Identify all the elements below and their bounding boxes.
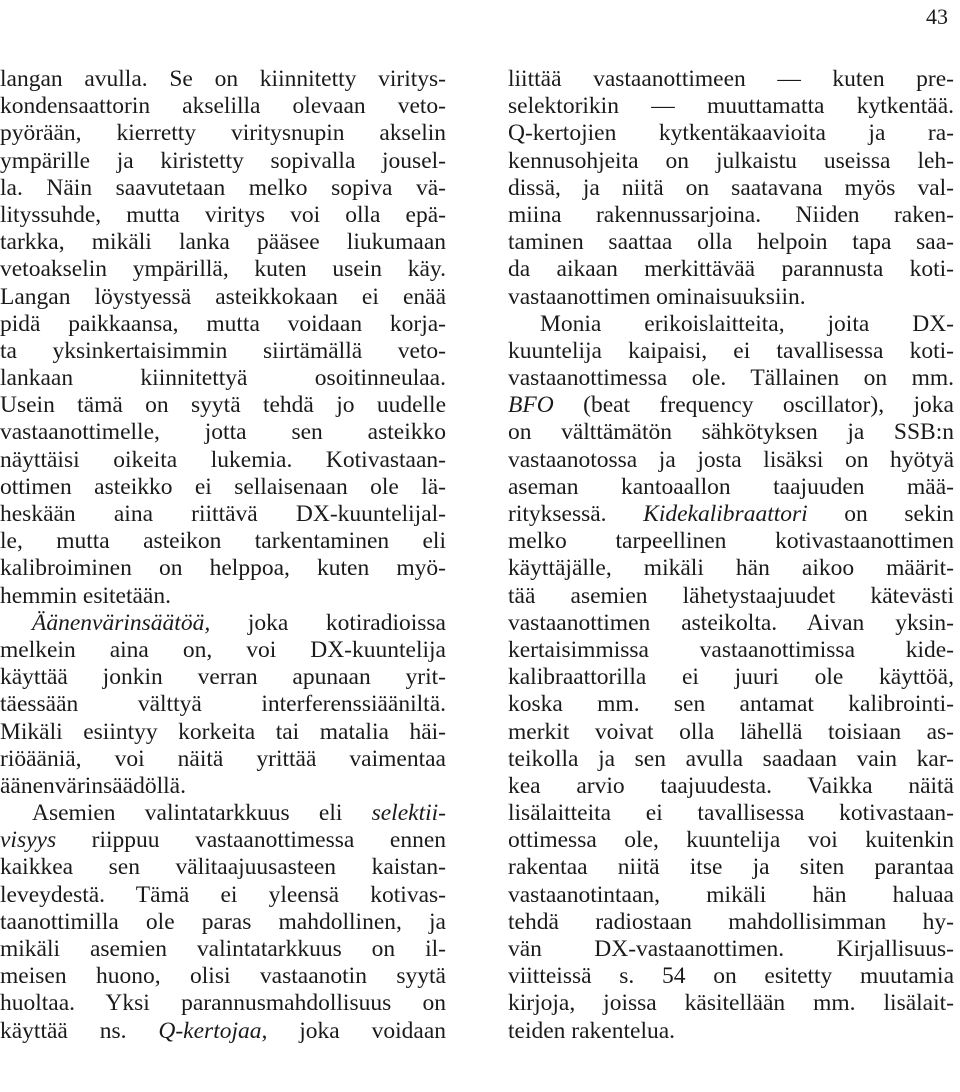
text-line	[508, 555, 954, 582]
text-line	[508, 637, 954, 664]
text-run: käyttää jonkin verran apunaan yrit-	[0, 664, 446, 691]
text-line	[0, 256, 446, 283]
text-line	[508, 392, 954, 419]
text-line	[0, 583, 446, 610]
text-run: (beat frequency oscillator), joka	[553, 392, 954, 419]
text-line	[508, 474, 954, 501]
text-run: aseman kantoaallon taajuuden mää-	[508, 473, 954, 500]
text-line	[508, 202, 954, 229]
emphasized-term: Kidekalibraattori	[643, 501, 808, 527]
text-run: Asemien valintatarkkuus eli	[32, 800, 372, 827]
text-line	[0, 936, 446, 963]
text-line	[0, 93, 446, 120]
text-line	[0, 800, 446, 827]
text-run: miina rakennussarjoina. Niiden raken-	[508, 201, 954, 228]
text-run: teiden rakentelua.	[508, 1017, 676, 1044]
text-run: huoltaa. Yksi parannusmahdollisuus on	[0, 990, 446, 1017]
text-run: riöääniä, voi näitä yrittää vaimentaa	[0, 745, 446, 772]
text-line	[508, 66, 954, 93]
text-run: tää asemien lähetystaajuudet kätevästi	[508, 582, 954, 609]
text-line	[0, 909, 446, 936]
text-line	[0, 664, 446, 691]
text-line	[508, 229, 954, 256]
text-line	[508, 773, 954, 800]
text-run: kertaisimmissa vastaanottimissa kide-	[508, 636, 954, 663]
text-run: vastaanottimen asteikolta. Aivan yksin-	[508, 609, 954, 636]
text-run: koska mm. sen antamat kalibrointi-	[508, 691, 954, 718]
text-line	[508, 338, 954, 365]
text-run: tehdä radiostaan mahdollisimman hy-	[508, 908, 954, 935]
text-line	[0, 229, 446, 256]
text-line	[508, 120, 954, 147]
text-run: ta yksinkertaisimmin siirtämällä veto-	[0, 337, 446, 364]
text-run: ottimen asteikko ei sellaisenaan ole lä-	[0, 473, 446, 500]
text-run: dissä, ja niitä on saatavana myös val-	[508, 174, 954, 201]
text-run: joka kotiradioissa	[210, 609, 446, 636]
text-run: langan avulla. Se on kiinnitetty viritys-	[0, 66, 446, 92]
text-run: le, mutta asteikon tarkentaminen eli	[0, 528, 446, 555]
text-line	[0, 854, 446, 881]
text-line	[0, 691, 446, 718]
text-run: Mikäli esiintyy korkeita tai matalia häi-	[0, 718, 446, 745]
text-line	[0, 501, 446, 528]
text-run: vetoakselin ympärillä, kuten usein käy.	[0, 256, 446, 283]
text-line	[508, 256, 954, 283]
text-run: rakentaa niitä itse ja siten parantaa	[508, 854, 954, 881]
text-run: tarkka, mikäli lanka pääsee liukumaan	[0, 229, 446, 256]
text-run: lisälaitteita ei tavallisessa kotivastaan-	[508, 800, 954, 827]
text-run: Monia erikoislaitteita, joita DX-	[540, 310, 954, 337]
text-line	[508, 882, 954, 909]
text-run: kaikkea sen välitaajuusasteen kaistan-	[0, 854, 446, 881]
text-line	[0, 1018, 446, 1045]
text-line	[508, 93, 954, 120]
text-run: Usein tämä on syytä tehdä jo uudelle	[0, 392, 446, 419]
text-line	[508, 501, 954, 528]
text-run: on välttämätön sähkötyksen ja SSB:n	[508, 419, 954, 446]
text-run: riippuu vastaanottimessa ennen	[56, 827, 446, 854]
text-run: meisen huono, olisi vastaanotin syytä	[0, 963, 446, 990]
text-run: selektorikin — muuttamatta kytkentää.	[508, 93, 954, 120]
text-line	[0, 365, 446, 392]
text-run: taminen saattaa olla helpoin tapa saa-	[508, 229, 954, 256]
text-line	[508, 746, 954, 773]
text-run: äänenvärinsäädöllä.	[0, 772, 186, 799]
text-line	[508, 610, 954, 637]
text-line	[0, 202, 446, 229]
text-line	[0, 338, 446, 365]
text-line	[508, 528, 954, 555]
text-run: liittää vastaanottimeen — kuten pre-	[508, 66, 954, 92]
text-run: ottimessa ole, kuuntelija voi kuitenkin	[508, 827, 954, 854]
text-line	[0, 963, 446, 990]
text-run: merkit voivat olla lähellä toisiaan as-	[508, 718, 954, 745]
page-number: 43	[926, 4, 948, 29]
text-run: hemmin esitetään.	[0, 582, 171, 609]
text-line	[0, 528, 446, 555]
text-line	[0, 719, 446, 746]
text-run: heskään aina riittävä DX-kuuntelijal-	[0, 501, 446, 527]
emphasized-term: Äänenvärinsäätöä,	[32, 609, 211, 636]
emphasized-term: selektii-	[371, 800, 446, 827]
text-line	[508, 583, 954, 610]
text-run: Q-kertojien kytkentäkaavioita ja ra-	[508, 120, 954, 147]
emphasized-term: BFO	[508, 392, 554, 419]
text-run: vastaanottimessa ole. Tällainen on mm.	[508, 365, 954, 392]
text-run: vastaanotintaan, mikäli hän haluaa	[508, 881, 954, 908]
text-run: täessään välttyä interferenssiääniltä.	[0, 691, 446, 718]
text-run: pidä paikkaansa, mutta voidaan korja-	[0, 310, 446, 337]
text-line	[0, 175, 446, 202]
text-line	[0, 284, 446, 311]
emphasized-term: visyys	[0, 827, 57, 854]
text-run: vän DX-vastaanottimen. Kirjallisuus-	[508, 936, 954, 962]
text-run: kea arvio taajuudesta. Vaikka näitä	[508, 772, 954, 799]
text-line	[508, 800, 954, 827]
text-run: kalibroiminen on helppoa, kuten myö-	[0, 555, 446, 582]
text-line	[508, 664, 954, 691]
left-text-column	[0, 66, 446, 1045]
text-run: kennusohjeita on julkaistu useissa leh-	[508, 147, 954, 174]
text-run: Langan löystyessä asteikkokaan ei enää	[0, 283, 446, 310]
text-line	[508, 827, 954, 854]
text-line	[508, 365, 954, 392]
text-run: joka voidaan	[267, 1017, 446, 1044]
text-line	[508, 148, 954, 175]
text-run: viitteissä s. 54 on esitetty muutamia	[508, 963, 954, 990]
text-line	[0, 610, 446, 637]
text-run: pyörään, kierretty viritysnupin akselin	[0, 120, 446, 147]
right-text-column	[508, 66, 954, 1045]
text-line	[0, 120, 446, 147]
text-run: vastaanottimen ominaisuuksiin.	[508, 283, 806, 310]
text-line	[508, 936, 954, 963]
text-line	[0, 148, 446, 175]
text-line	[0, 746, 446, 773]
text-run: melko tarpeellinen kotivastaanottimen	[508, 528, 954, 555]
text-run: käyttää ns.	[0, 1017, 159, 1044]
text-run: on sekin	[807, 501, 954, 527]
text-line	[0, 447, 446, 474]
text-line	[0, 827, 446, 854]
text-run: rityksessä.	[508, 501, 644, 527]
text-line	[508, 447, 954, 474]
text-line	[508, 1018, 954, 1045]
text-run: vastaanottimelle, jotta sen asteikko	[0, 419, 446, 446]
text-run: vastaanotossa ja josta lisäksi on hyötyä	[508, 446, 954, 473]
text-run: teikolla ja sen avulla saadaan vain kar-	[508, 745, 954, 772]
text-line	[0, 773, 446, 800]
text-line	[0, 555, 446, 582]
text-line	[508, 691, 954, 718]
text-run: mikäli asemien valintatarkkuus on il-	[0, 936, 446, 962]
text-run: taanottimilla ole paras mahdollinen, ja	[0, 908, 446, 935]
text-line	[0, 392, 446, 419]
text-line	[0, 474, 446, 501]
text-line	[0, 311, 446, 338]
text-line	[508, 990, 954, 1017]
text-run: leveydestä. Tämä ei yleensä kotivas-	[0, 881, 446, 908]
text-line	[508, 963, 954, 990]
text-run: käyttäjälle, mikäli hän aikoo määrit-	[508, 555, 954, 582]
text-run: kondensaattorin akselilla olevaan veto-	[0, 93, 446, 120]
text-run: kuuntelija kaipaisi, ei tavallisessa koti-	[508, 337, 954, 364]
text-line	[508, 311, 954, 338]
emphasized-term: Q-kertojaa,	[158, 1017, 268, 1044]
text-line	[508, 419, 954, 446]
text-line	[0, 990, 446, 1017]
text-line	[508, 909, 954, 936]
text-line	[508, 284, 954, 311]
text-run: kirjoja, joissa käsitellään mm. lisälait-	[508, 990, 954, 1017]
text-run: ympärille ja kiristetty sopivalla jousel-	[0, 147, 446, 174]
text-run: melkein aina on, voi DX-kuuntelija	[0, 636, 446, 663]
text-line	[0, 882, 446, 909]
text-run: lityssuhde, mutta viritys voi olla epä-	[0, 201, 446, 228]
text-line	[508, 175, 954, 202]
text-line	[0, 66, 446, 93]
text-run: la. Näin saavutetaan melko sopiva vä-	[0, 174, 446, 201]
text-run: lankaan kiinnitettyä osoitinneulaa.	[0, 365, 446, 392]
text-run: näyttäisi oikeita lukemia. Kotivastaan-	[0, 446, 446, 473]
text-line	[508, 854, 954, 881]
text-run: kalibraattorilla ei juuri ole käyttöä,	[508, 664, 954, 691]
text-line	[0, 419, 446, 446]
text-line	[508, 719, 954, 746]
text-line	[0, 637, 446, 664]
text-run: da aikaan merkittävää parannusta koti-	[508, 256, 954, 283]
